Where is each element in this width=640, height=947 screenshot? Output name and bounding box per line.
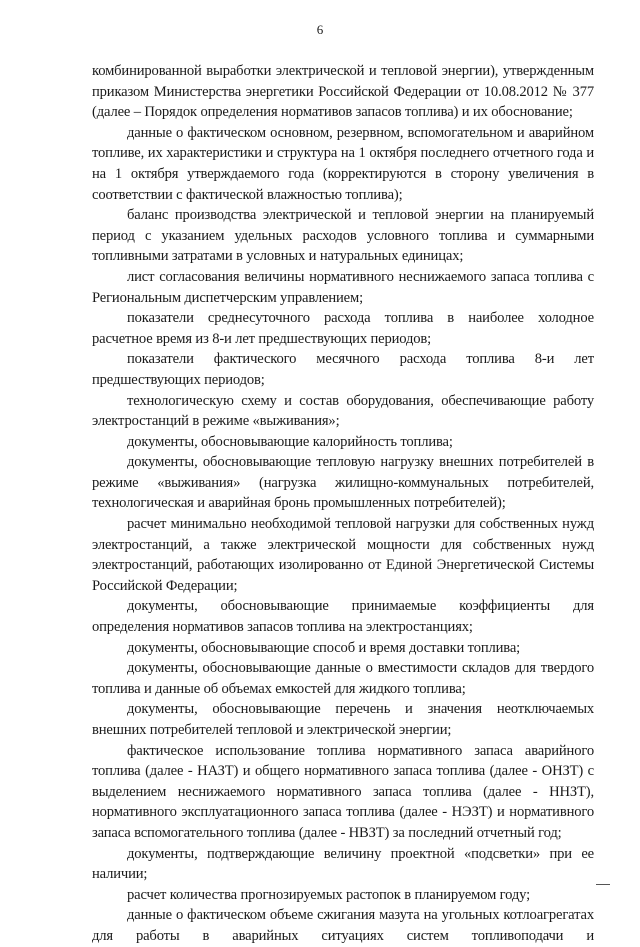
paragraph-storage-capacity: документы, обосновывающие данные о вместимости складов для твердого топлива и данные об объемах емкостей для жидкого топлива; [92,660,594,697]
paragraph-fuel-data: данные о фактическом основном, резервном, вспомогательном и аварийном топливе, их характеристики и структура на 1 октября последнего отчетного года и на 1 октября утверждаемого года (корректируются в сторону увеличения в соответствии с фактической влажностью топлива); [92,124,594,203]
paragraph-coefficients: документы, обосновывающие принимаемые коэффициенты для определения нормативов запасов топлива на электростанциях; [92,598,594,636]
paragraph-minimum-heat-load: расчет минимально необходимой тепловой нагрузки для собственных нужд электростанций, а также электрической мощности для собственных нужд электростанций, работающих изолированно от Единой Энергетической Системы Российской Федерации; [92,516,594,594]
paragraph-ignitions: расчет количества прогнозируемых растопок в планируемом году; [127,886,531,903]
paragraph-heat-load: документы, обосновывающие тепловую нагрузку внешних потребителей в режиме «выживания» (нагрузка жилищно-коммунальных потребителей, технологическая и аварийная бронь промышленных потребителей); [92,454,594,512]
paragraph-delivery-method: документы, обосновывающие способ и время доставки топлива; [127,639,521,656]
paragraph-monthly-consumption: показатели фактического месячного расхода топлива 8-и лет предшествующих периодов; [92,351,594,388]
paragraph-approval-sheet: лист согласования величины нормативного неснижаемого запаса топлива с Региональным диспетчерским управлением; [92,268,594,306]
page-edge-mark [596,884,610,885]
page-number: 6 [316,22,324,37]
paragraph-non-disconnectable-consumers: документы, обосновывающие перечень и значения неотключаемых внешних потребителей тепловой и электрической энергии; [92,701,594,738]
paragraph-fuel-oil-burning: данные о фактическом объеме сжигания мазута на угольных котлоагрегатах для работы в аварийных ситуациях систем топливоподачи и [92,907,594,944]
paragraph-energy-balance: баланс производства электрической и тепловой энергии на планируемый период с указанием удельных расходов условного топлива и суммарными топливными затратами в условных и натуральных единицах; [92,207,594,265]
paragraph-continuation: комбинированной выработки электрической и тепловой энергии), утвержденным приказом Министерства энергетики Российской Федерации от 10.08.2012 № 377 (далее – Порядок определения нормативов запасов топлива) и их обоснование; [92,63,594,121]
paragraph-daily-consumption: показатели среднесуточного расхода топлива в наиболее холодное расчетное время из 8-и лет предшествующих периодов; [92,310,594,347]
paragraph-technological-scheme: технологическую схему и состав оборудования, обеспечивающие работу электростанций в режиме «выживания»; [92,392,594,430]
paragraph-calorific-value: документы, обосновывающие калорийность топлива; [127,433,453,450]
paragraph-actual-usage: фактическое использование топлива нормативного запаса аварийного топлива (далее - НАЗТ) и общего нормативного запаса топлива (далее - ОНЗТ) с выделением неснижаемого нормативного запаса топлива (далее - ННЗТ), нормативного эксплуатационного запаса топлива (далее - НЭЗТ) и нормативного запаса вспомогательного топлива (далее - НВЗТ) за последний отчетный год; [92,742,594,841]
paragraph-backlight: документы, подтверждающие величину проектной «подсветки» при ее наличии; [92,845,594,883]
document-body [92,61,594,947]
